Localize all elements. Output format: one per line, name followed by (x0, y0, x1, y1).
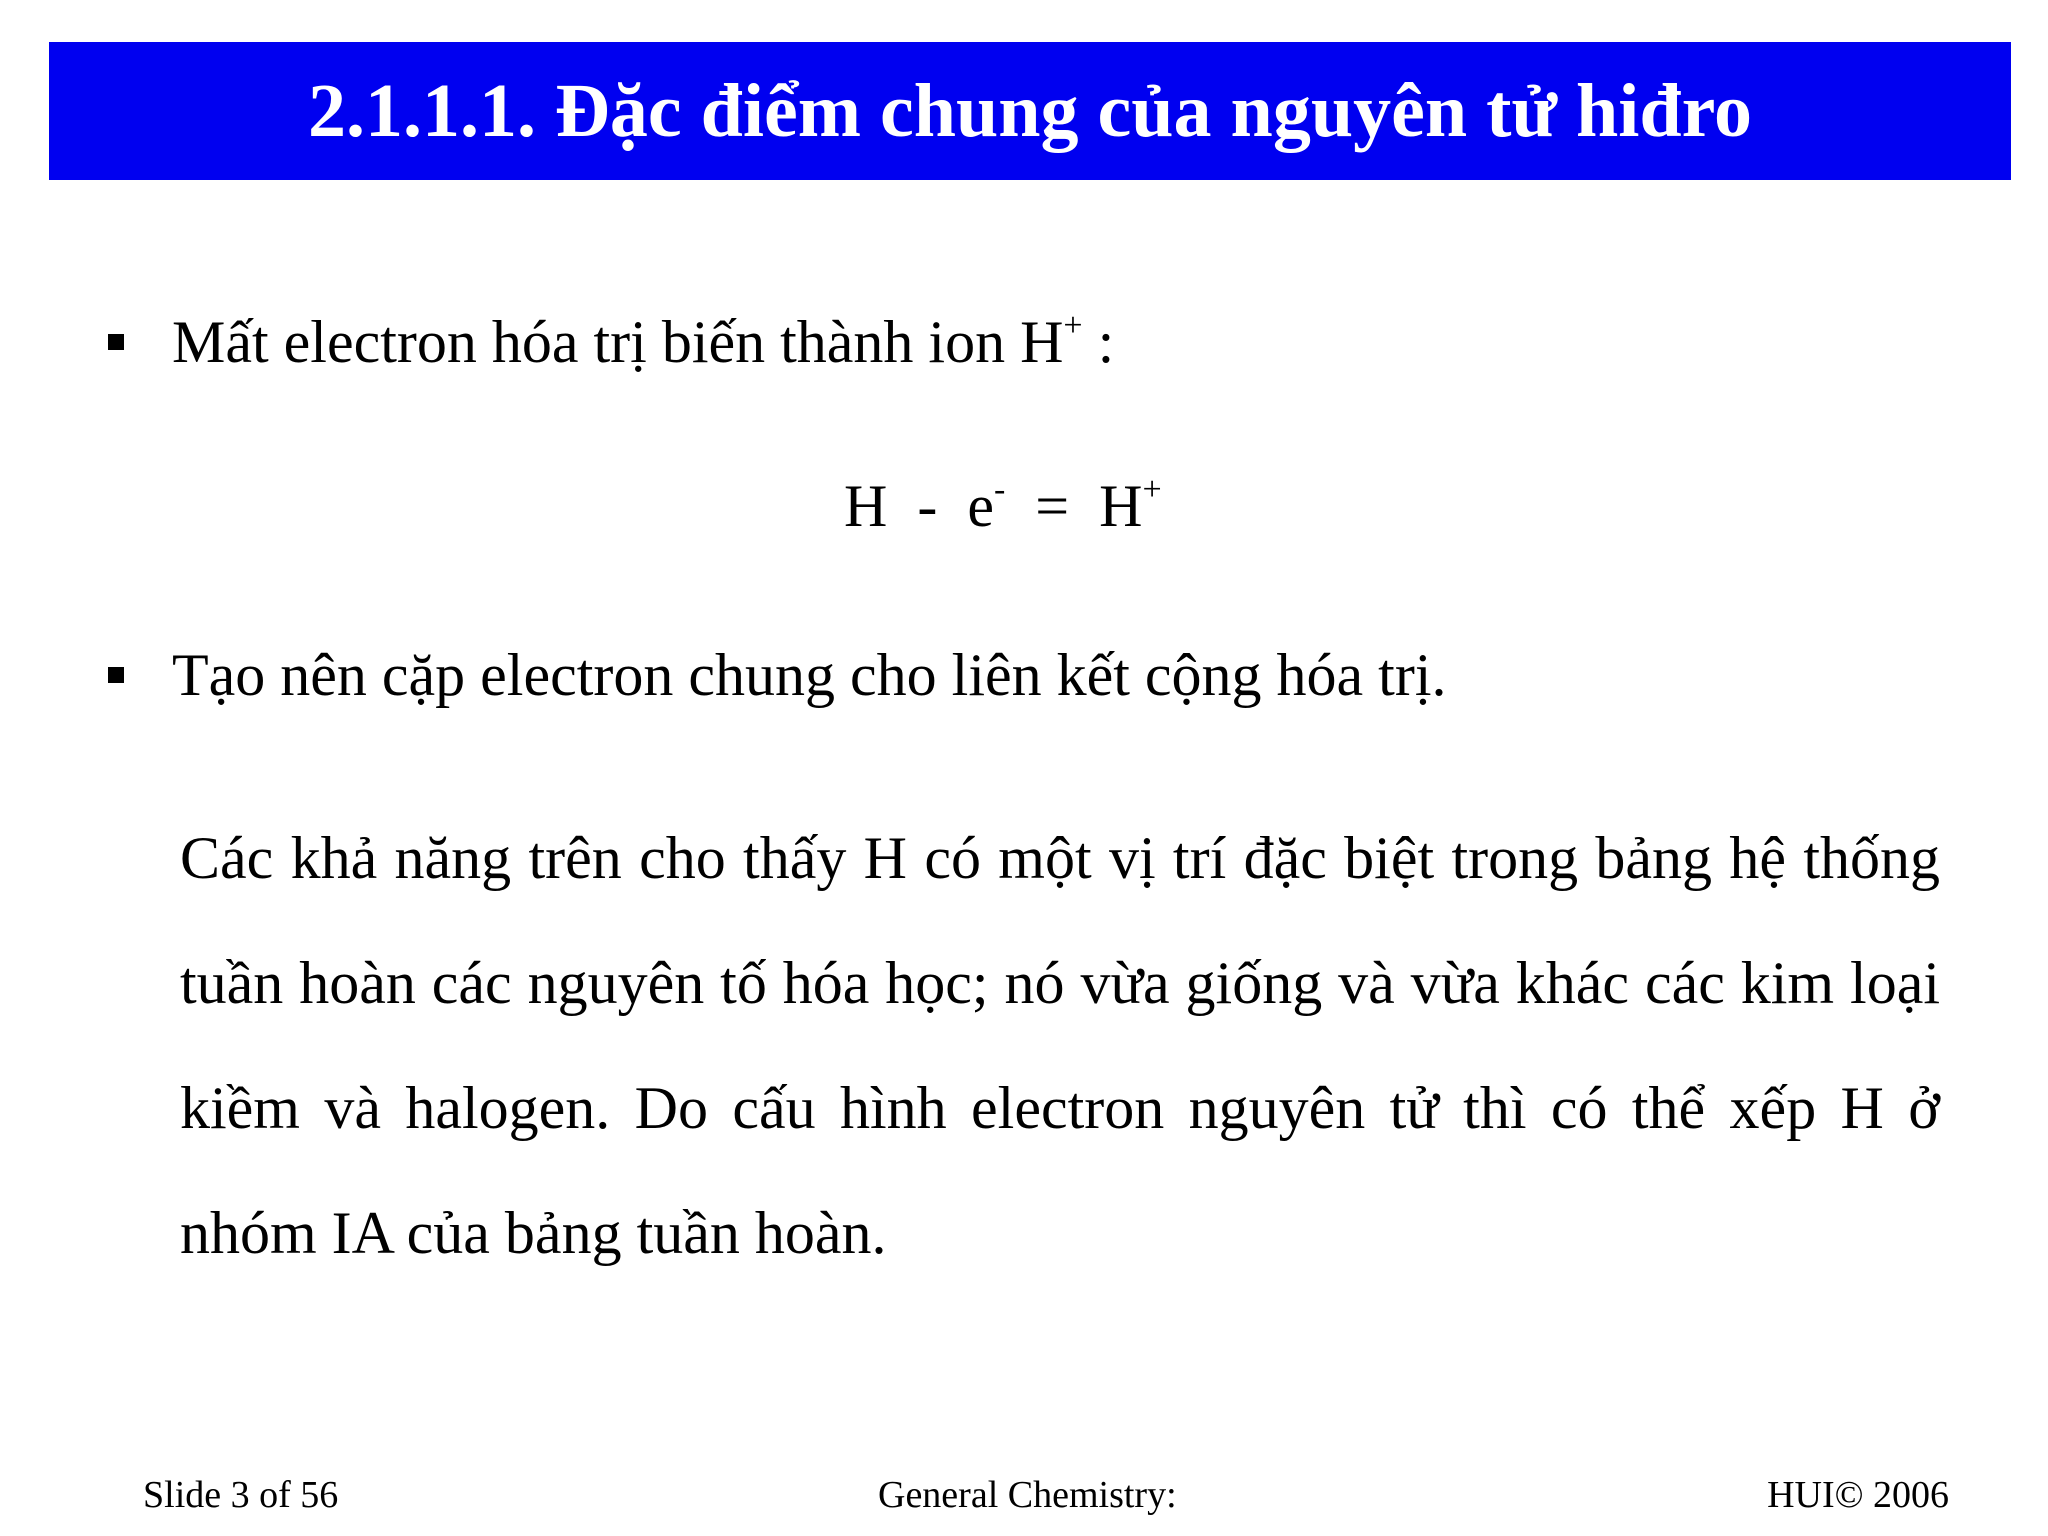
footer-course: General Chemistry: (878, 1474, 1177, 1516)
equation (844, 471, 1162, 539)
superscript: + (1063, 307, 1083, 344)
bullet-text-main: Mất electron hóa trị biến thành ion H (172, 309, 1064, 375)
footer-copyright: HUI© 2006 (1767, 1474, 1949, 1516)
equation-minus: - (917, 473, 938, 539)
slide-number: Slide 3 of 56 (143, 1474, 339, 1516)
bullet-text (172, 307, 1115, 375)
equation-lhs: H (844, 473, 888, 539)
bullet-text: Tạo nên cặp electron chung cho liên kết cộng hóa trị. (172, 642, 1447, 708)
bullet-item (108, 307, 1115, 375)
hydrogen-charge: + (1142, 471, 1162, 508)
title-bar (49, 42, 2011, 180)
equation-electron (967, 471, 1006, 539)
equation-rhs (1099, 471, 1162, 539)
hydrogen-symbol: H (1099, 473, 1143, 539)
body-paragraph: Các khả năng trên cho thấy H có một vị trí đặc biệt trong bảng hệ thống tuần hoàn các nguyên tố hóa học; nó vừa giống và vừa khác các kim loại kiềm và halogen. Do cấu hình electron nguyên tử thì có thể xếp H ở nhóm IA của bảng tuần hoàn. (180, 825, 1940, 1266)
equation-equals: = (1035, 473, 1070, 539)
square-bullet-icon (108, 667, 124, 683)
slide-title: 2.1.1.1. Đặc điểm chung của nguyên tử hiđro (307, 69, 1753, 153)
electron-charge: - (993, 471, 1006, 508)
electron-symbol: e (967, 473, 994, 539)
bullet-text-suffix: : (1082, 309, 1115, 375)
square-bullet-icon (108, 334, 124, 350)
bullet-item (108, 642, 1447, 708)
